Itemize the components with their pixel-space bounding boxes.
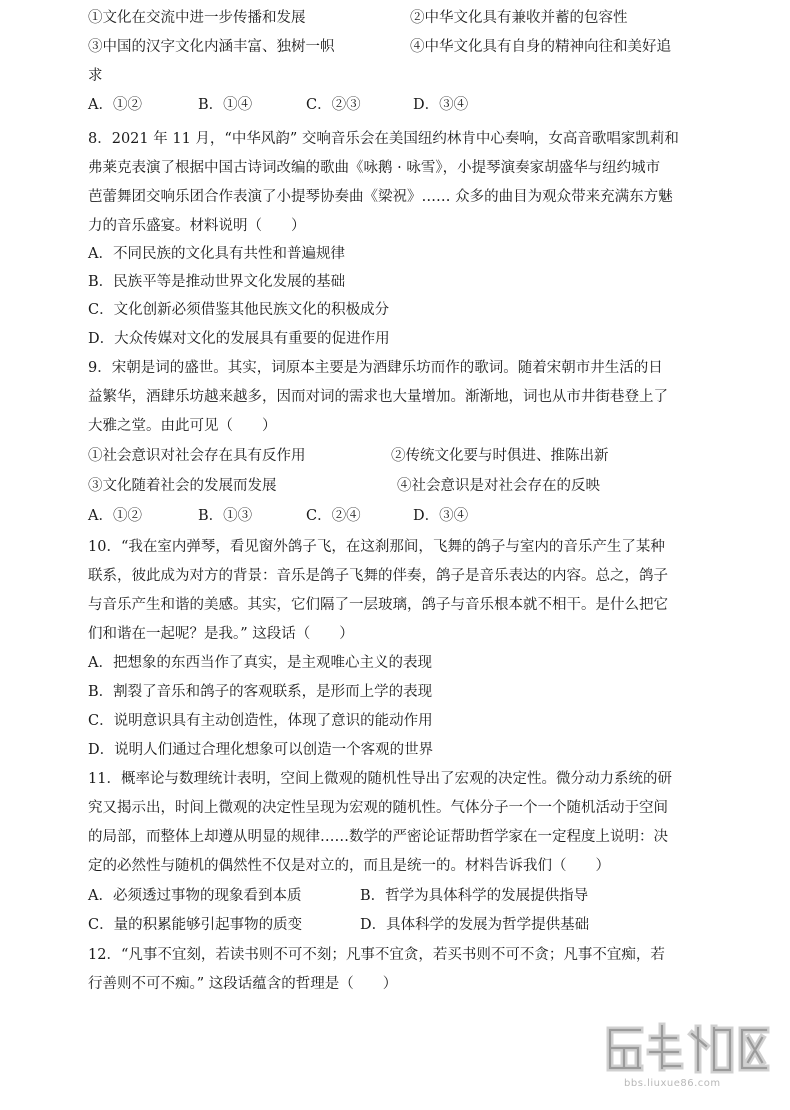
q11-option-a: A．必须透过事物的现象看到本质 [88,888,302,904]
q9-choice-a: A．①② [88,508,142,524]
q7-choice-a: A．①② [88,97,142,113]
q11-option-c: C．量的积累能够引起事物的质变 [88,917,303,933]
q11-option-d: D．具体科学的发展为哲学提供基础 [360,917,590,933]
q7-option-4: ④中华文化具有自身的精神向往和美好追 [410,39,671,55]
q9-options-row-1 [88,446,708,466]
q7-option-4-continued: 求 [88,68,103,84]
q8-stem-line-1: 8．2021 年 11 月，“中华风韵” 交响音乐会在美国纽约林肯中心奏响，女高音歌唱家凯莉和 [88,131,679,147]
q9-choice-c: C．②④ [306,508,361,524]
q10-stem-line-1: 10．“我在室内弹琴，看见窗外鸽子飞，在这刹那间，飞舞的鸽子与室内的音乐产生了某种 [88,539,665,555]
q9-options-row-2 [88,476,708,496]
q11-options-row-2 [88,915,708,935]
q7-options-row-2 [88,37,708,57]
q11-options-row-1 [88,886,708,906]
q8-stem-line-2: 弗莱克表演了根据中国古诗词改编的歌曲《咏鹅 · 咏雪》，小提琴演奏家胡盛华与纽约城市 [88,160,661,176]
q11-option-b: B．哲学为具体科学的发展提供指导 [360,888,589,904]
q7-options-row-1 [88,8,708,28]
q7-option-1: ①文化在交流中进一步传播和发展 [88,10,306,26]
q10-option-a: A．把想象的东西当作了真实，是主观唯心主义的表现 [88,655,432,671]
q7-answer-choices [88,95,488,115]
q7-option-3: ③中国的汉字文化内涵丰富、独树一帜 [88,39,335,55]
q9-stem-line-2: 益繁华，酒肆乐坊越来越多，因而对词的需求也大量增加。渐渐地，词也从市井街巷登上了 [88,389,668,405]
q11-stem-line-1: 11．概率论与数理统计表明，空间上微观的随机性导出了宏观的决定性。微分动力系统的研 [88,771,672,787]
q9-option-4: ④社会意识是对社会存在的反映 [397,478,600,494]
q8-option-c: C．文化创新必须借鉴其他民族文化的积极成分 [88,302,390,318]
q7-option-2: ②中华文化具有兼收并蓄的包容性 [410,10,628,26]
q9-stem-line-1: 9．宋朝是词的盛世。其实，词原本主要是为酒肆乐坊而作的歌词。随着宋朝市井生活的日 [88,360,663,376]
q9-answer-choices [88,506,488,526]
q10-stem-line-4: 们和谐在一起呢？是我。” 这段话（ ） [88,626,354,642]
q9-choice-b: B．①③ [198,508,253,524]
q12-stem-line-2: 行善则不可不痴。” 这段话蕴含的哲理是（ ） [88,976,398,992]
q7-choice-b: B．①④ [198,97,253,113]
q10-option-c: C．说明意识具有主动创造性，体现了意识的能动作用 [88,713,433,729]
q8-option-d: D．大众传媒对文化的发展具有重要的促进作用 [88,331,390,347]
q8-option-b: B．民族平等是推动世界文化发展的基础 [88,274,346,290]
q8-stem-line-4: 力的音乐盛宴。材料说明（ ） [88,218,306,234]
q11-stem-line-3: 的局部，而整体上却遵从明显的规律……数学的严密论证帮助哲学家在一定程度上说明：决 [88,829,668,845]
q12-stem-line-1: 12．“凡事不宜刻，若读书则不可不刻；凡事不宜贪，若买书则不可不贪；凡事不宜痴，若 [88,947,665,963]
q10-option-b: B．割裂了音乐和鸽子的客观联系，是形而上学的表现 [88,684,433,700]
q11-stem-line-4: 定的必然性与随机的偶然性不仅是对立的，而且是统一的。材料告诉我们（ ） [88,858,610,874]
q9-option-2: ②传统文化要与时俱进、推陈出新 [391,448,609,464]
liuxue-logo [602,1016,772,1076]
q9-choice-d: D．③④ [413,508,469,524]
watermark-url: bbs.liuxue86.com [624,1078,721,1089]
q9-stem-line-3: 大雅之堂。由此可见（ ） [88,418,277,434]
q9-option-3: ③文化随着社会的发展而发展 [88,478,277,494]
q11-stem-line-2: 究又揭示出，时间上微观的决定性呈现为宏观的随机性。气体分子一个一个随机活动于空间 [88,800,668,816]
q8-stem-line-3: 芭蕾舞团交响乐团合作表演了小提琴协奏曲《梁祝》…… 众多的曲目为观众带来充满东方魅 [88,189,673,205]
q8-option-a: A．不同民族的文化具有共性和普遍规律 [88,246,345,262]
site-watermark [602,1016,772,1102]
q10-stem-line-3: 与音乐产生和谐的美感。其实，它们隔了一层玻璃，鸽子与音乐根本就不相干。是什么把它 [88,597,668,613]
q10-stem-line-2: 联系，彼此成为对方的背景：音乐是鸽子飞舞的伴奏，鸽子是音乐表达的内容。总之，鸽子 [88,568,668,584]
q7-choice-d: D．③④ [413,97,469,113]
q7-choice-c: C．②③ [306,97,361,113]
q10-option-d: D．说明人们通过合理化想象可以创造一个客观的世界 [88,742,434,758]
q9-option-1: ①社会意识对社会存在具有反作用 [88,448,306,464]
